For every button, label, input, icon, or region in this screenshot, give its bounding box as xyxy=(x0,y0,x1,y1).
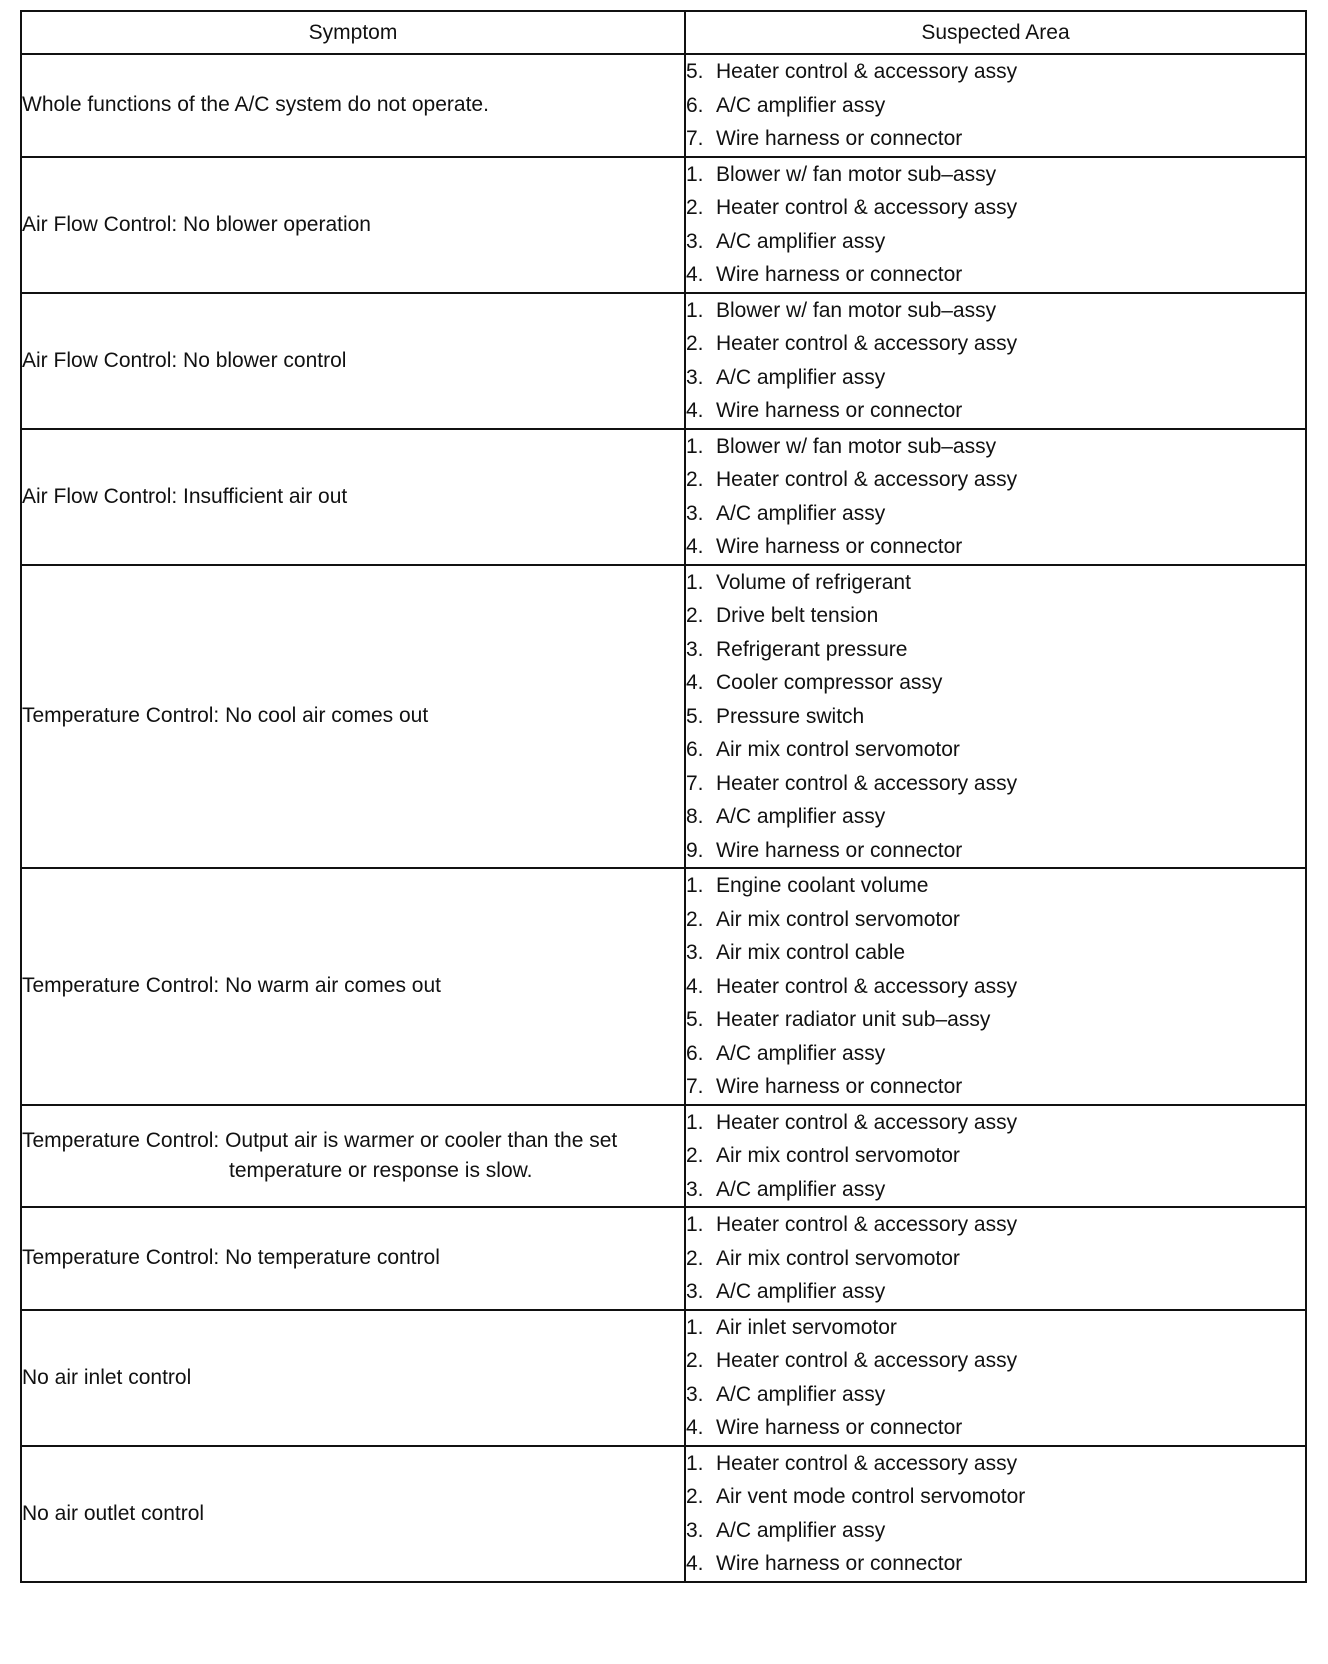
suspected-area-cell xyxy=(685,1105,1306,1208)
suspected-area-item xyxy=(686,566,1305,600)
suspected-area-item xyxy=(686,1242,1305,1276)
suspected-area-item xyxy=(686,497,1305,531)
item-number: 3. xyxy=(686,501,704,525)
symptom-text: No air outlet control xyxy=(22,1501,205,1525)
symptom-text: Temperature Control: No cool air comes out xyxy=(22,704,429,728)
item-number: 4. xyxy=(686,671,704,694)
suspected-area-item xyxy=(686,1106,1305,1140)
symptom-cell xyxy=(21,1105,685,1208)
item-number: 3. xyxy=(686,941,704,964)
symptom-text: Temperature Control: No temperature control xyxy=(22,1246,440,1270)
suspected-area-header: Suspected Area xyxy=(685,11,1306,54)
symptom-text: Whole functions of the A/C system do not operate. xyxy=(22,93,489,117)
item-text: A/C amplifier assy xyxy=(716,805,886,828)
suspected-area-item xyxy=(686,1037,1305,1071)
item-text: Heater control & accessory assy xyxy=(716,974,1018,998)
suspected-area-item xyxy=(686,463,1305,497)
suspected-area-item xyxy=(686,599,1305,633)
table-row xyxy=(21,1310,1306,1446)
suspected-area-item xyxy=(686,1070,1305,1104)
item-number: 7. xyxy=(686,127,704,150)
item-text: Air mix control servomotor xyxy=(716,1246,960,1270)
item-number: 1. xyxy=(686,162,704,186)
item-number: 1. xyxy=(686,434,704,458)
item-number: 7. xyxy=(686,1075,704,1098)
symptom-cell xyxy=(21,429,685,565)
item-text: Blower w/ fan motor sub–assy xyxy=(716,162,997,186)
item-text: Air vent mode control servomotor xyxy=(716,1485,1026,1508)
item-text: Heater control & accessory assy xyxy=(716,332,1018,355)
item-number: 3. xyxy=(686,365,704,389)
suspected-area-item xyxy=(686,1173,1305,1207)
item-text: Pressure switch xyxy=(716,704,865,728)
item-text: Heater radiator unit sub–assy xyxy=(716,1008,991,1031)
suspected-area-cell xyxy=(685,1207,1306,1310)
item-number: 4. xyxy=(686,263,704,286)
item-number: 2. xyxy=(686,1485,704,1508)
suspected-area-item xyxy=(686,1003,1305,1037)
suspected-area-item xyxy=(686,800,1305,834)
item-text: Wire harness or connector xyxy=(716,838,963,862)
suspected-area-item xyxy=(686,700,1305,734)
item-text: Heater control & accessory assy xyxy=(716,1213,1018,1236)
suspected-area-item xyxy=(686,55,1305,89)
item-number: 4. xyxy=(686,399,704,422)
suspected-area-item xyxy=(686,1378,1305,1412)
item-number: 2. xyxy=(686,468,704,491)
item-text: Wire harness or connector xyxy=(716,1416,963,1439)
suspected-area-item xyxy=(686,1411,1305,1445)
item-text: A/C amplifier assy xyxy=(716,1280,886,1303)
item-text: A/C amplifier assy xyxy=(716,365,886,389)
suspected-area-item xyxy=(686,1139,1305,1173)
item-text: Wire harness or connector xyxy=(716,263,963,286)
suspected-area-cell xyxy=(685,1446,1306,1582)
header-row xyxy=(21,11,1306,54)
table-row xyxy=(21,1446,1306,1582)
item-text: Heater control & accessory assy xyxy=(716,196,1018,219)
item-text: Heater control & accessory assy xyxy=(716,468,1018,491)
item-text: Blower w/ fan motor sub–assy xyxy=(716,434,997,458)
item-number: 5. xyxy=(686,704,704,728)
item-number: 4. xyxy=(686,1552,704,1575)
symptom-cell xyxy=(21,868,685,1105)
item-text: Air inlet servomotor xyxy=(716,1315,897,1339)
item-number: 1. xyxy=(686,1451,704,1475)
item-text: Drive belt tension xyxy=(716,604,879,627)
item-text: Cooler compressor assy xyxy=(716,671,943,694)
suspected-area-item xyxy=(686,394,1305,428)
item-text: Volume of refrigerant xyxy=(716,570,911,594)
item-number: 4. xyxy=(686,1416,704,1439)
table-row xyxy=(21,565,1306,869)
item-number: 3. xyxy=(686,637,704,661)
item-text: Wire harness or connector xyxy=(716,1075,963,1098)
item-number: 3. xyxy=(686,1382,704,1406)
item-number: 6. xyxy=(686,738,704,761)
symptom-cell xyxy=(21,565,685,869)
suspected-area-item xyxy=(686,1208,1305,1242)
item-number: 2. xyxy=(686,1144,704,1167)
suspected-area-item xyxy=(686,89,1305,123)
item-text: A/C amplifier assy xyxy=(716,1041,886,1065)
suspected-area-item xyxy=(686,1480,1305,1514)
suspected-area-item xyxy=(686,361,1305,395)
item-text: A/C amplifier assy xyxy=(716,229,886,253)
table-row xyxy=(21,293,1306,429)
suspected-area-item xyxy=(686,327,1305,361)
item-text: Air mix control servomotor xyxy=(716,907,960,931)
table-row xyxy=(21,868,1306,1105)
suspected-area-item xyxy=(686,936,1305,970)
item-text: Refrigerant pressure xyxy=(716,637,908,661)
symptom-text: No air inlet control xyxy=(22,1365,192,1389)
item-number: 2. xyxy=(686,604,704,627)
item-number: 3. xyxy=(686,1518,704,1542)
item-number: 1. xyxy=(686,1213,704,1236)
item-text: Heater control & accessory assy xyxy=(716,1451,1018,1475)
item-text: A/C amplifier assy xyxy=(716,1177,886,1201)
suspected-area-item xyxy=(686,530,1305,564)
item-text: Heater control & accessory assy xyxy=(716,1349,1018,1372)
suspected-area-item xyxy=(686,869,1305,903)
suspected-area-cell xyxy=(685,157,1306,293)
suspected-area-item xyxy=(686,633,1305,667)
suspected-area-cell xyxy=(685,429,1306,565)
suspected-area-item xyxy=(686,1447,1305,1481)
item-number: 1. xyxy=(686,570,704,594)
symptom-cell xyxy=(21,1207,685,1310)
table-row xyxy=(21,1105,1306,1208)
suspected-area-item xyxy=(686,1275,1305,1309)
item-number: 9. xyxy=(686,838,704,862)
item-text: Heater control & accessory assy xyxy=(716,60,1018,83)
item-number: 2. xyxy=(686,1349,704,1372)
symptom-text: Air Flow Control: No blower operation xyxy=(22,212,371,236)
item-text: Wire harness or connector xyxy=(716,399,963,422)
item-number: 2. xyxy=(686,1246,704,1270)
suspected-area-item xyxy=(686,1344,1305,1378)
item-number: 2. xyxy=(686,332,704,355)
table-row xyxy=(21,429,1306,565)
suspected-area-item xyxy=(686,903,1305,937)
suspected-area-item xyxy=(686,430,1305,464)
suspected-area-item xyxy=(686,834,1305,868)
item-number: 1. xyxy=(686,1110,704,1134)
item-text: Heater control & accessory assy xyxy=(716,1110,1018,1134)
item-number: 1. xyxy=(686,298,704,322)
table-body xyxy=(21,54,1306,1582)
item-text: Wire harness or connector xyxy=(716,535,963,558)
symptom-text: Temperature Control: No warm air comes out xyxy=(22,974,441,998)
symptom-cell xyxy=(21,293,685,429)
item-text: Blower w/ fan motor sub–assy xyxy=(716,298,997,322)
item-text: Engine coolant volume xyxy=(716,874,929,897)
item-text: Air mix control servomotor xyxy=(716,1144,960,1167)
suspected-area-cell xyxy=(685,565,1306,869)
symptom-text: Air Flow Control: Insufficient air out xyxy=(22,484,348,508)
suspected-area-cell xyxy=(685,54,1306,157)
item-text: A/C amplifier assy xyxy=(716,501,886,525)
item-text: Air mix control servomotor xyxy=(716,738,960,761)
suspected-area-item xyxy=(686,158,1305,192)
symptom-header: Symptom xyxy=(21,11,685,54)
item-number: 6. xyxy=(686,1041,704,1065)
item-number: 3. xyxy=(686,229,704,253)
suspected-area-item xyxy=(686,666,1305,700)
suspected-area-item xyxy=(686,1547,1305,1581)
item-number: 4. xyxy=(686,535,704,558)
suspected-area-cell xyxy=(685,868,1306,1105)
item-text: A/C amplifier assy xyxy=(716,1382,886,1406)
suspected-area-item xyxy=(686,1514,1305,1548)
item-text: A/C amplifier assy xyxy=(716,1518,886,1542)
symptom-cell xyxy=(21,1446,685,1582)
symptom-text-continued: temperature or response is slow. xyxy=(229,1158,533,1182)
item-number: 1. xyxy=(686,1315,704,1339)
suspected-area-item xyxy=(686,1311,1305,1345)
item-number: 2. xyxy=(686,907,704,931)
suspected-area-cell xyxy=(685,1310,1306,1446)
item-text: Heater control & accessory assy xyxy=(716,771,1018,795)
symptom-cell xyxy=(21,1310,685,1446)
suspected-area-item xyxy=(686,225,1305,259)
table-row xyxy=(21,1207,1306,1310)
item-text: Wire harness or connector xyxy=(716,127,963,150)
suspected-area-item xyxy=(686,258,1305,292)
table-row xyxy=(21,54,1306,157)
item-number: 2. xyxy=(686,196,704,219)
symptom-text: Temperature Control: Output air is warmer or cooler than the set xyxy=(22,1128,618,1152)
symptom-text: Air Flow Control: No blower control xyxy=(22,348,347,372)
item-number: 3. xyxy=(686,1177,704,1201)
item-number: 8. xyxy=(686,805,704,828)
symptom-cell xyxy=(21,157,685,293)
suspected-area-item xyxy=(686,733,1305,767)
item-text: Wire harness or connector xyxy=(716,1552,963,1575)
symptom-cell xyxy=(21,54,685,157)
item-number: 1. xyxy=(686,874,704,897)
troubleshooting-table xyxy=(20,10,1307,1583)
suspected-area-item xyxy=(686,294,1305,328)
item-number: 5. xyxy=(686,1008,704,1031)
item-number: 7. xyxy=(686,771,704,795)
suspected-area-item xyxy=(686,122,1305,156)
table-row xyxy=(21,157,1306,293)
item-number: 3. xyxy=(686,1280,704,1303)
suspected-area-cell xyxy=(685,293,1306,429)
item-number: 4. xyxy=(686,974,704,998)
item-text: A/C amplifier assy xyxy=(716,93,886,117)
suspected-area-item xyxy=(686,767,1305,801)
item-number: 5. xyxy=(686,60,704,83)
item-number: 6. xyxy=(686,93,704,117)
suspected-area-item xyxy=(686,191,1305,225)
item-text: Air mix control cable xyxy=(716,941,906,964)
suspected-area-item xyxy=(686,970,1305,1004)
